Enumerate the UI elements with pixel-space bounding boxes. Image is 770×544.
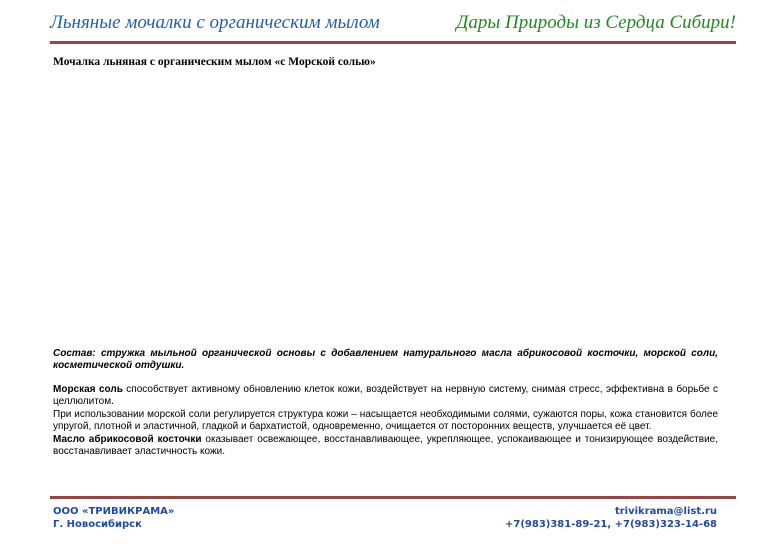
header-left-title: Льняные мочалки с органическим мылом bbox=[50, 12, 380, 33]
product-title: Мочалка льняная с органическим мылом «с Морской солью» bbox=[53, 56, 376, 68]
page-header bbox=[50, 10, 736, 40]
apricot-description: оказывает освежающее, восстанавливающее, укрепляющее, успокаивающее и тонизирующее воздействие, восстанавливает эластичность кожи. bbox=[53, 433, 718, 458]
footer-contacts-block bbox=[505, 505, 717, 531]
footer-divider bbox=[50, 496, 736, 499]
composition-text: Состав: стружка мыльной органической основы с добавлением натурального масла абрикосовой косточки, морской соли, косметической отдушки. bbox=[53, 348, 718, 372]
header-divider bbox=[50, 41, 736, 44]
apricot-term: Масло абрикосовой косточки bbox=[53, 433, 202, 445]
company-name: ООО «ТРИВИКРАМА» bbox=[53, 506, 175, 517]
sea-salt-paragraph bbox=[53, 384, 718, 409]
sea-salt-description: способствует активному обновлению клеток кожи, воздействует на нервную систему, снимая стресс, эффективна в борьбе с целлюлитом. bbox=[53, 384, 718, 408]
footer-company-block bbox=[53, 505, 174, 531]
company-city: Г. Новосибирск bbox=[53, 519, 142, 530]
apricot-paragraph bbox=[53, 434, 718, 459]
sea-salt-usage-paragraph: При использовании морской соли регулируется структура кожи – насыщается необходимыми солями, сужаются поры, кожа становится более упругой, плотной и эластичной, гладкой и бархатистой, одновременно, очищается от посторонних веществ, улучшается её цвет. bbox=[53, 408, 718, 433]
header-slogan: Дары Природы из Сердца Сибири! bbox=[456, 12, 736, 33]
contact-email: trivikrama@list.ru bbox=[614, 506, 717, 517]
sea-salt-term: Морская соль bbox=[53, 384, 123, 395]
contact-phones: +7(983)381-89-21, +7(983)323-14-68 bbox=[505, 519, 717, 530]
product-details bbox=[53, 384, 718, 458]
